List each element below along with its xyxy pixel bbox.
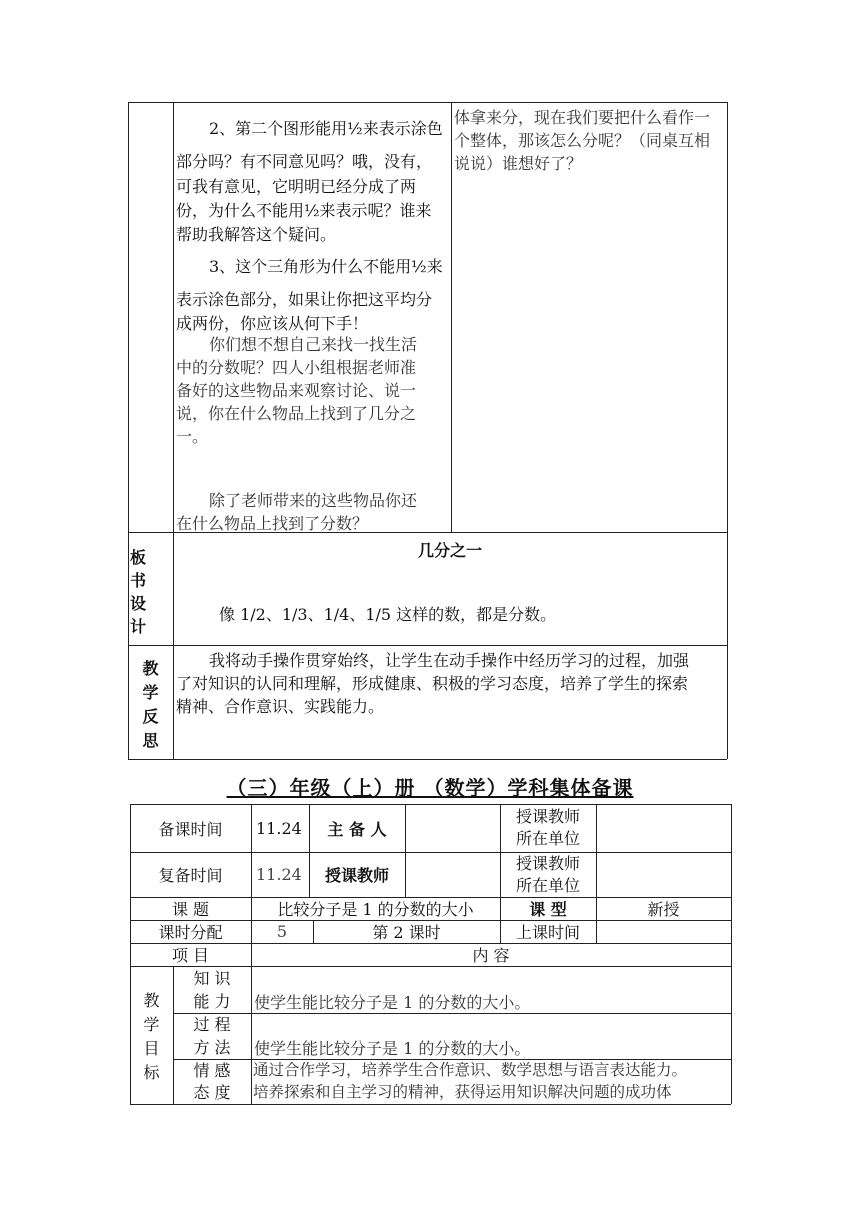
teacher-value: [405, 852, 500, 897]
teacher-unit-label: 授课教师 所在单位: [515, 807, 580, 848]
group-activity-line: 说，你在什么物品上找到了几分之: [176, 404, 417, 423]
emotion-attitude-text-line: 培养探索和自主学习的精神，获得运用知识解决问题的成功体: [253, 1083, 672, 1101]
knowledge-ability-text: 使学生能比较分子是 1 的分数的大小。: [254, 993, 531, 1012]
teacher-prompt-line: 体拿来分，现在我们要把什么看作一: [454, 108, 711, 127]
reflection-line: 我将动手操作贯穿始终，让学生在动手操作中经历学习的过程，加强: [209, 651, 690, 670]
board-design-label: 板 书 设 计: [129, 548, 146, 636]
class-time-value: [596, 920, 731, 943]
teacher-unit-value-2: [596, 852, 731, 897]
teacher-unit-value: [596, 804, 731, 852]
group-activity-line: 中的分数呢？四人小组根据老师准: [176, 358, 417, 377]
period-allocation-label: 课时分配: [158, 923, 223, 942]
teaching-objectives-label: 教 学 目 标: [143, 991, 160, 1082]
emotion-attitude-label: 情 感 态 度: [193, 1060, 231, 1102]
lesson-type-label: 课 型: [529, 900, 567, 919]
question-2-line: 可我有意见，它明明已经分成了两: [176, 177, 417, 196]
extension-question-line: 除了老师带来的这些物品你还: [209, 491, 418, 510]
content-header: 内 容: [472, 946, 510, 965]
process-method-text: 使学生能比较分子是 1 的分数的大小。: [254, 1039, 531, 1058]
reflection-label: 教 学 反 思: [142, 659, 159, 750]
reflection-line: 精神、合作意识、实践能力。: [176, 697, 385, 716]
item-header: 项 目: [171, 946, 210, 965]
question-3-line: 表示涂色部分，如果让你把这平均分: [176, 290, 433, 309]
lead-preparer-label: 主 备 人: [327, 819, 387, 839]
teacher-unit-label-2: 授课教师 所在单位: [515, 853, 580, 895]
board-content: 像 1/2、1/3、1/4、1/5 这样的数，都是分数。: [219, 605, 557, 624]
question-2-line: 帮助我解答这个疑问。: [176, 225, 337, 244]
question-2-line: 份，为什么不能用½来表示呢？谁来: [176, 201, 432, 220]
review-time-label: 复备时间: [158, 866, 223, 885]
extension-question-line: 在什么物品上找到了分数？: [176, 514, 369, 533]
board-heading: 几分之一: [417, 541, 482, 560]
question-3-line: 成两份，你应该从何下手！: [176, 314, 369, 333]
topic-label: 课 题: [171, 900, 210, 919]
question-2-line: 部分吗？有不同意见吗？哦，没有，: [176, 152, 433, 171]
teacher-label: 授课教师: [324, 866, 389, 885]
question-3-line: 3、这个三角形为什么不能用½来: [209, 257, 443, 276]
teacher-prompt-line: 说说）谁想好了？: [454, 154, 583, 173]
class-time-label: 上课时间: [515, 923, 580, 942]
question-2-line: 2、第二个图形能用½来表示涂色: [209, 119, 443, 138]
group-activity-line: 你们想不想自己来找一找生活: [209, 335, 418, 354]
review-date: 11.24: [256, 865, 302, 884]
reflection-line: 了对知识的认同和理解，形成健康、积极的学习态度，培养了学生的探索: [176, 674, 689, 693]
emotion-attitude-text-line: 通过合作学习，培养学生合作意识、数学思想与语言表达能力。: [253, 1061, 688, 1079]
knowledge-ability-label: 知 识 能 力: [193, 968, 231, 1011]
topic-value: 比较分子是 1 的分数的大小: [277, 900, 474, 919]
lead-preparer-value: [405, 804, 500, 852]
group-activity-line: 备好的这些物品来观察讨论、说一: [176, 381, 417, 400]
section-title: （三）年级（上）册 （数学）学科集体备课: [226, 776, 634, 800]
lesson-type-value: 新授: [647, 900, 680, 919]
prep-time-label: 备课时间: [158, 819, 223, 839]
prep-date: 11.24: [256, 818, 302, 838]
process-method-label: 过 程 方 法: [193, 1015, 231, 1057]
period-count: 5: [276, 922, 288, 941]
period-number: 第 2 课时: [372, 923, 441, 942]
teacher-prompt-line: 个整体，那该怎么分呢？（同桌互相: [454, 131, 711, 150]
group-activity-line: 一。: [176, 427, 209, 446]
